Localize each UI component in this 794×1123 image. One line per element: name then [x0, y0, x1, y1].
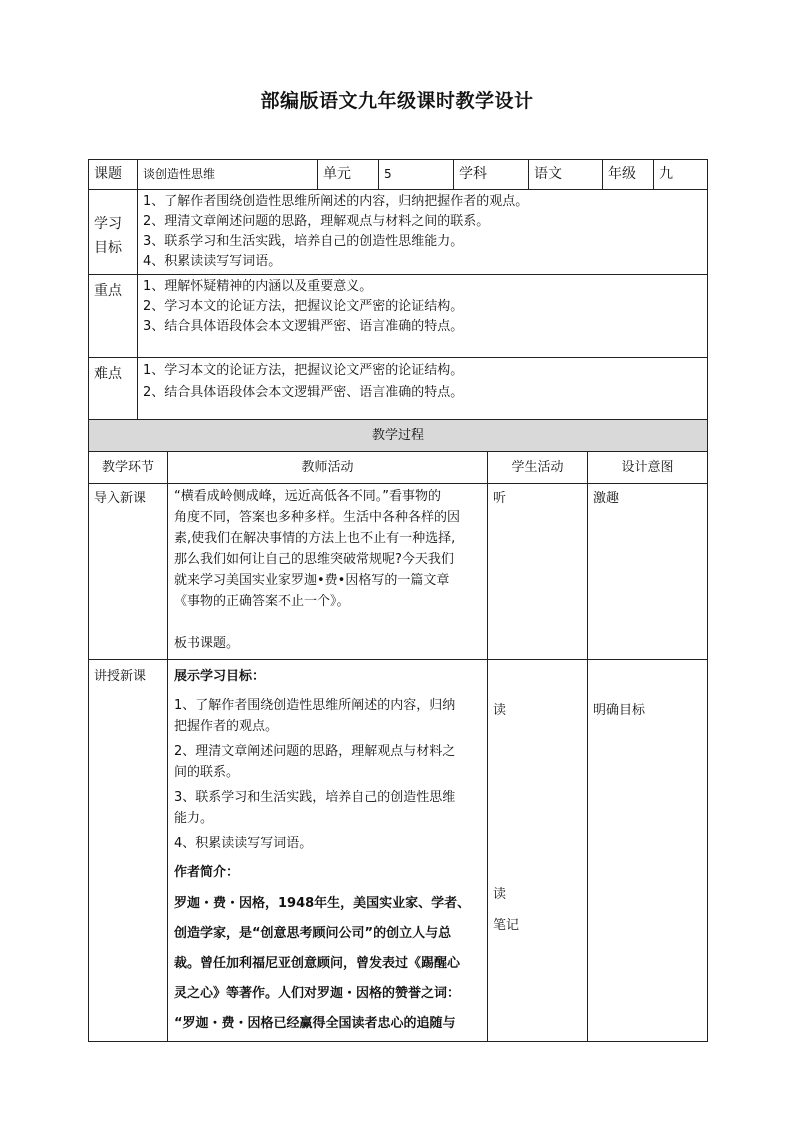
lecture-goal-line: 把握作者的观点。: [174, 719, 279, 734]
column-header: 教学环节: [89, 452, 168, 484]
board-title-note: 板书课题。: [174, 636, 240, 651]
student-activity-item: 读: [493, 887, 507, 902]
difficulties-label: 难点: [89, 358, 138, 423]
lesson-label: 课题: [89, 160, 138, 190]
lesson-value: 谈创造性思维: [138, 160, 318, 190]
goal-item: 2、理清文章阐述问题的思路，理解观点与材料之间的联系。: [143, 214, 490, 229]
show-goals-heading: 展示学习目标：: [174, 669, 266, 684]
lecture-goal-line: 1、了解作者围绕创造性思维所阐述的内容，归纳: [174, 698, 456, 713]
goal-item: 3、联系学习和生活实践，培养自己的创造性思维能力。: [143, 234, 464, 249]
author-bio-line: 创造学家，是“创意思考顾问公司”的创立人与总: [174, 926, 452, 941]
teacher-line: 就来学习美国实业家罗迦•费•因格写的一篇文章: [174, 573, 450, 588]
lecture-design-intent: [588, 660, 708, 1042]
subject-label: 学科: [454, 160, 529, 190]
intro-teacher-activity: [168, 484, 488, 660]
spacer: [174, 612, 482, 633]
lesson-info-table: [88, 159, 708, 423]
lecture-goal-line: 间的联系。: [174, 765, 240, 780]
teacher-line: “横看成岭侧成峰，远近高低各不同。”看事物的: [174, 489, 441, 504]
lecture-goal-line: 能力。: [174, 811, 214, 826]
teacher-line: 角度不同，答案也多种多样。生活中各种各样的因: [174, 510, 461, 525]
column-header: 学生活动: [488, 452, 588, 484]
author-heading: 作者简介：: [174, 865, 240, 880]
lecture-goal-line: 3、联系学习和生活实践，培养自己的创造性思维: [174, 790, 456, 805]
teacher-line: 素,使我们在解决事情的方法上也不止有一种选择,: [174, 531, 456, 546]
teaching-process-table: [88, 419, 708, 1042]
intro-design-intent: 激趣: [588, 484, 708, 660]
column-header: 设计意图: [588, 452, 708, 484]
key-points-content: [138, 275, 708, 358]
teacher-line: 《事物的正确答案不止一个》。: [174, 594, 350, 609]
lecture-goal-line: 4、积累读读写写词语。: [174, 836, 313, 851]
document-title: 部编版语文九年级课时教学设计: [260, 90, 534, 112]
goal-item: 4、积累读读写写词语。: [143, 254, 282, 269]
author-bio-line: “罗迦・费・因格已经赢得全国读者忠心的追随与: [174, 1016, 456, 1031]
column-header: 教师活动: [168, 452, 488, 484]
student-activity-item: 笔记: [493, 918, 520, 933]
author-bio-line: 裁。曾任加利福尼亚创意顾问，曾发表过《踢醒心: [174, 956, 461, 971]
teacher-line: 那么我们如何让自己的思维突破常规呢?今天我们: [174, 552, 454, 567]
student-activity-item: 读: [493, 703, 507, 718]
process-header: 教学过程: [89, 420, 708, 452]
key-point-item: 3、结合具体语段体会本文逻辑严密、语言准确的特点。: [143, 319, 464, 334]
goals-label-line: 学习: [94, 216, 122, 232]
key-points-label: 重点: [89, 275, 138, 358]
author-bio-line: 灵之心》等著作。人们对罗迦・因格的赞誉之词：: [174, 986, 461, 1001]
lecture-teacher-activity: [168, 660, 488, 1042]
subject-value: 语文: [529, 160, 603, 190]
goals-label-line: 目标: [94, 240, 122, 256]
key-point-item: 1、理解怀疑精神的内涵以及重要意义。: [143, 279, 373, 294]
goals-content: [138, 190, 708, 275]
lecture-goal-line: 2、理清文章阐述问题的思路，理解观点与材料之: [174, 744, 456, 759]
author-bio-line: 罗迦・费・因格，1948年生，美国实业家、学者、: [174, 896, 471, 911]
intro-student-activity: 听: [488, 484, 588, 660]
lecture-student-activity: [488, 660, 588, 1042]
lecture-stage: 讲授新课: [89, 660, 168, 1042]
spacer: [593, 666, 702, 700]
goal-item: 1、了解作者围绕创造性思维所阐述的内容，归纳把握作者的观点。: [143, 194, 529, 209]
unit-value: 5: [379, 160, 454, 190]
difficulties-content: [138, 358, 708, 423]
spacer: [493, 721, 582, 884]
intent-item: 明确目标: [593, 703, 646, 718]
key-point-item: 2、学习本文的论证方法，把握议论文严密的论证结构。: [143, 299, 464, 314]
grade-value: 九: [654, 160, 708, 190]
spacer: [493, 666, 582, 700]
intro-stage: 导入新课: [89, 484, 168, 660]
goals-label: [89, 190, 138, 275]
difficulty-item: 2、结合具体语段体会本文逻辑严密、语言准确的特点。: [143, 385, 464, 400]
difficulty-item: 1、学习本文的论证方法，把握议论文严密的论证结构。: [143, 363, 464, 378]
unit-label: 单元: [318, 160, 379, 190]
grade-label: 年级: [603, 160, 654, 190]
